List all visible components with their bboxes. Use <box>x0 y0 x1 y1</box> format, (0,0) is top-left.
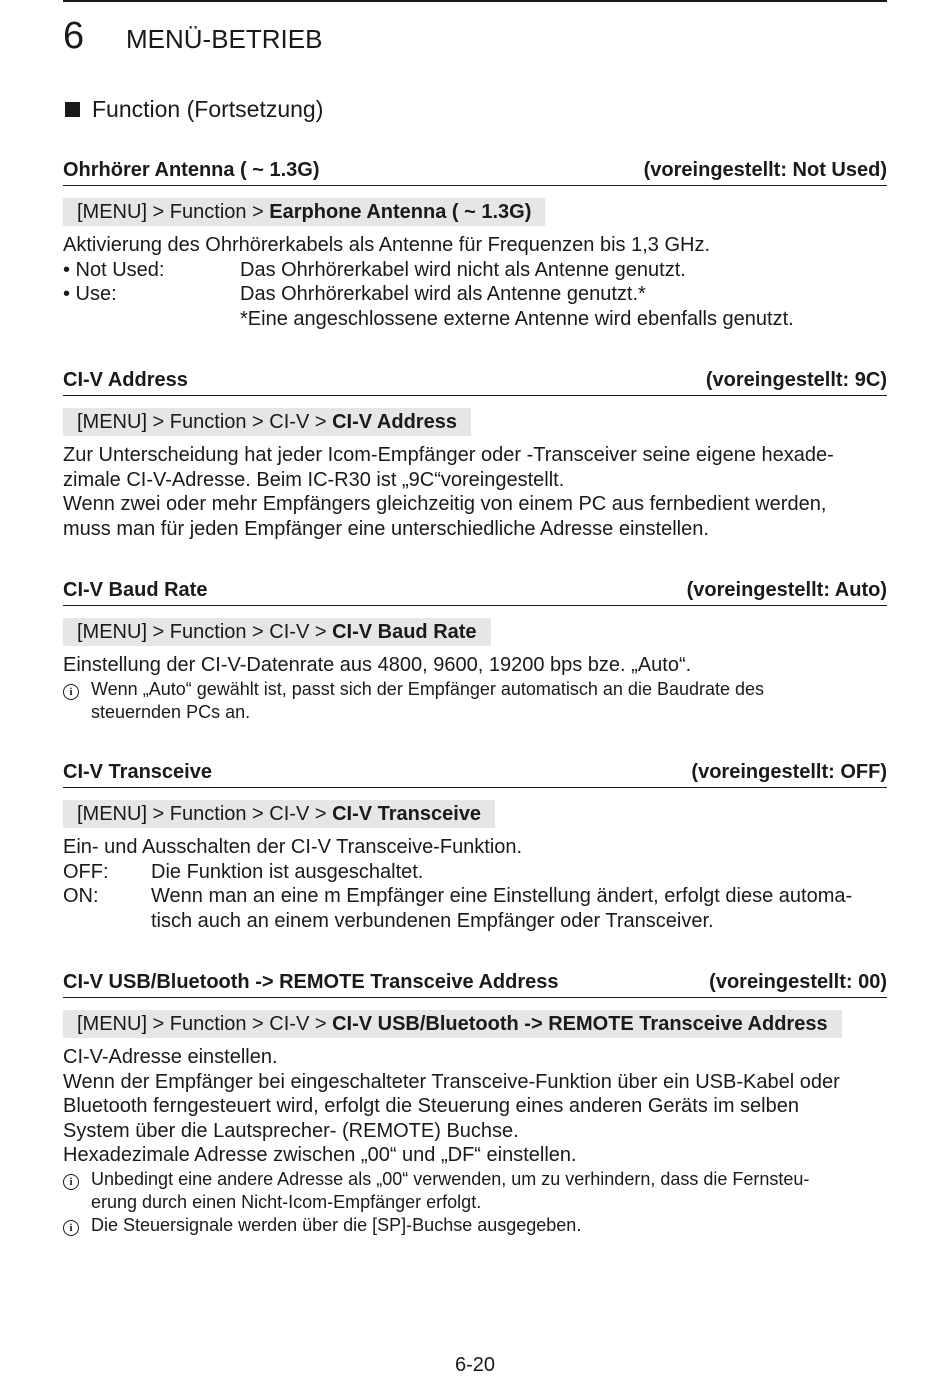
chapter-number: 6 <box>63 15 85 57</box>
body-line: Wenn zwei oder mehr Empfängers gleichzeitig von einem PC aus fernbedient werden, <box>63 493 827 515</box>
info-icon: i <box>63 1174 79 1190</box>
option-text: Die Funktion ist ausgeschaltet. <box>151 860 424 883</box>
info-icon: i <box>63 1220 79 1236</box>
menu-path-item: CI-V Transceive <box>332 803 482 825</box>
section-header <box>63 759 887 788</box>
body-line: Zur Unterscheidung hat jeder Icom-Empfänger oder -Transceiver seine eigene hexade- <box>63 444 834 466</box>
section-body <box>63 443 887 541</box>
subsection-heading <box>63 94 323 124</box>
body-line: Bluetooth ferngesteuert wird, erfolgt die Steuerung eines anderen Geräts im selben <box>63 1095 799 1117</box>
body-line: zimale CI-V-Adresse. Beim IC-R30 ist „9C“voreingestellt. <box>63 468 565 491</box>
option-text: tisch auch an einem verbundenen Empfänger oder Transceiver. <box>151 909 714 932</box>
section-default: (voreingestellt: 00) <box>709 971 887 993</box>
body-line: Hexadezimale Adresse zwischen „00“ und „DF“ einstellen. <box>63 1144 577 1166</box>
option-text: Das Ohrhörerkabel wird nicht als Antenne genutzt. <box>240 258 686 281</box>
note-line: erung durch einen Nicht-Icom-Empfänger erfolgt. <box>91 1191 482 1212</box>
option-label: • Use: <box>63 283 117 305</box>
body-line: Aktivierung des Ohrhörerkabels als Antenne für Frequenzen bis 1,3 GHz. <box>63 234 711 256</box>
section-body <box>63 653 887 724</box>
chapter-header <box>63 14 322 61</box>
info-note <box>63 678 887 724</box>
option-text: Wenn man an eine m Empfänger eine Einstellung ändert, erfolgt diese automa- <box>151 885 853 907</box>
menu-path <box>63 198 545 226</box>
section-title: CI-V USB/Bluetooth -> REMOTE Transceive Address <box>63 971 559 993</box>
section-body <box>63 835 887 933</box>
section-default: (voreingestellt: 9C) <box>705 369 887 391</box>
option-label: ON: <box>63 885 99 907</box>
menu-path-prefix: [MENU] > Function > <box>77 201 270 223</box>
info-note <box>63 1168 887 1214</box>
section-default: (voreingestellt: Auto) <box>686 579 887 601</box>
option-text: Das Ohrhörerkabel wird als Antenne genutzt.* <box>240 283 646 305</box>
option-label: OFF: <box>63 860 109 883</box>
menu-path-prefix: [MENU] > Function > CI-V > <box>77 411 333 433</box>
black-square-icon <box>65 102 80 117</box>
section-title: CI-V Transceive <box>63 761 212 783</box>
footnote: *Eine angeschlossene externe Antenne wird ebenfalls genutzt. <box>240 307 794 330</box>
section-title: CI-V Baud Rate <box>63 579 208 601</box>
option-row <box>63 860 887 885</box>
info-icon: i <box>63 684 79 700</box>
note-line: Wenn „Auto“ gewählt ist, passt sich der Empfänger automatisch an die Baudrate des <box>91 678 765 699</box>
menu-path-prefix: [MENU] > Function > CI-V > <box>77 803 333 825</box>
note-line: Unbedingt eine andere Adresse als „00“ verwenden, um zu verhindern, dass die Fernsteu- <box>91 1168 810 1189</box>
section-civ-transceive <box>63 759 887 933</box>
option-row <box>63 258 887 283</box>
menu-path-item: CI-V Address <box>332 411 457 433</box>
page-number: 6-20 <box>454 1354 496 1376</box>
subsection-title: Function (Fortsetzung) <box>92 96 324 122</box>
note-line: steuernden PCs an. <box>91 701 251 722</box>
body-line: Wenn der Empfänger bei eingeschalteter Transceive-Funktion über ein USB-Kabel oder <box>63 1070 840 1093</box>
option-row <box>63 884 887 933</box>
section-title: Ohrhörer Antenna ( ~ 1.3G) <box>63 159 320 181</box>
menu-path-item: Earphone Antenna ( ~ 1.3G) <box>269 201 532 223</box>
menu-path-item: CI-V USB/Bluetooth -> REMOTE Transceive Address <box>332 1013 828 1035</box>
body-line: CI-V-Adresse einstellen. <box>63 1046 278 1068</box>
section-civ-baud-rate <box>63 577 887 724</box>
section-body <box>63 233 887 331</box>
section-body <box>63 1045 887 1237</box>
menu-path <box>63 800 495 828</box>
menu-path-item: CI-V Baud Rate <box>332 621 477 643</box>
body-line: muss man für jeden Empfänger eine unterschiedliche Adresse einstellen. <box>63 517 709 540</box>
menu-path <box>63 618 491 646</box>
section-header <box>63 367 887 396</box>
section-civ-address <box>63 367 887 541</box>
option-label: • Not Used: <box>63 258 165 281</box>
section-header <box>63 969 887 998</box>
menu-path <box>63 1010 842 1038</box>
body-line: Einstellung der CI-V-Datenrate aus 4800, 9600, 19200 bps bze. „Auto“. <box>63 654 692 676</box>
section-default: (voreingestellt: OFF) <box>691 761 887 783</box>
option-row <box>63 282 887 307</box>
section-header <box>63 157 887 186</box>
info-note <box>63 1214 887 1237</box>
section-earphone-antenna <box>63 157 887 331</box>
menu-path-prefix: [MENU] > Function > CI-V > <box>77 621 333 643</box>
menu-path <box>63 408 471 436</box>
chapter-title: MENÜ-BETRIEB <box>126 24 323 54</box>
body-line: System über die Lautsprecher- (REMOTE) Buchse. <box>63 1119 519 1142</box>
section-header <box>63 577 887 606</box>
menu-path-prefix: [MENU] > Function > CI-V > <box>77 1013 333 1035</box>
top-rule <box>63 0 887 2</box>
note-line: Die Steuersignale werden über die [SP]-Buchse ausgegeben. <box>91 1214 582 1235</box>
section-civ-usb-bluetooth-remote <box>63 969 887 1237</box>
body-line: Ein- und Ausschalten der CI-V Transceive-Funktion. <box>63 836 523 858</box>
section-title: CI-V Address <box>63 369 188 391</box>
section-default: (voreingestellt: Not Used) <box>643 159 887 181</box>
